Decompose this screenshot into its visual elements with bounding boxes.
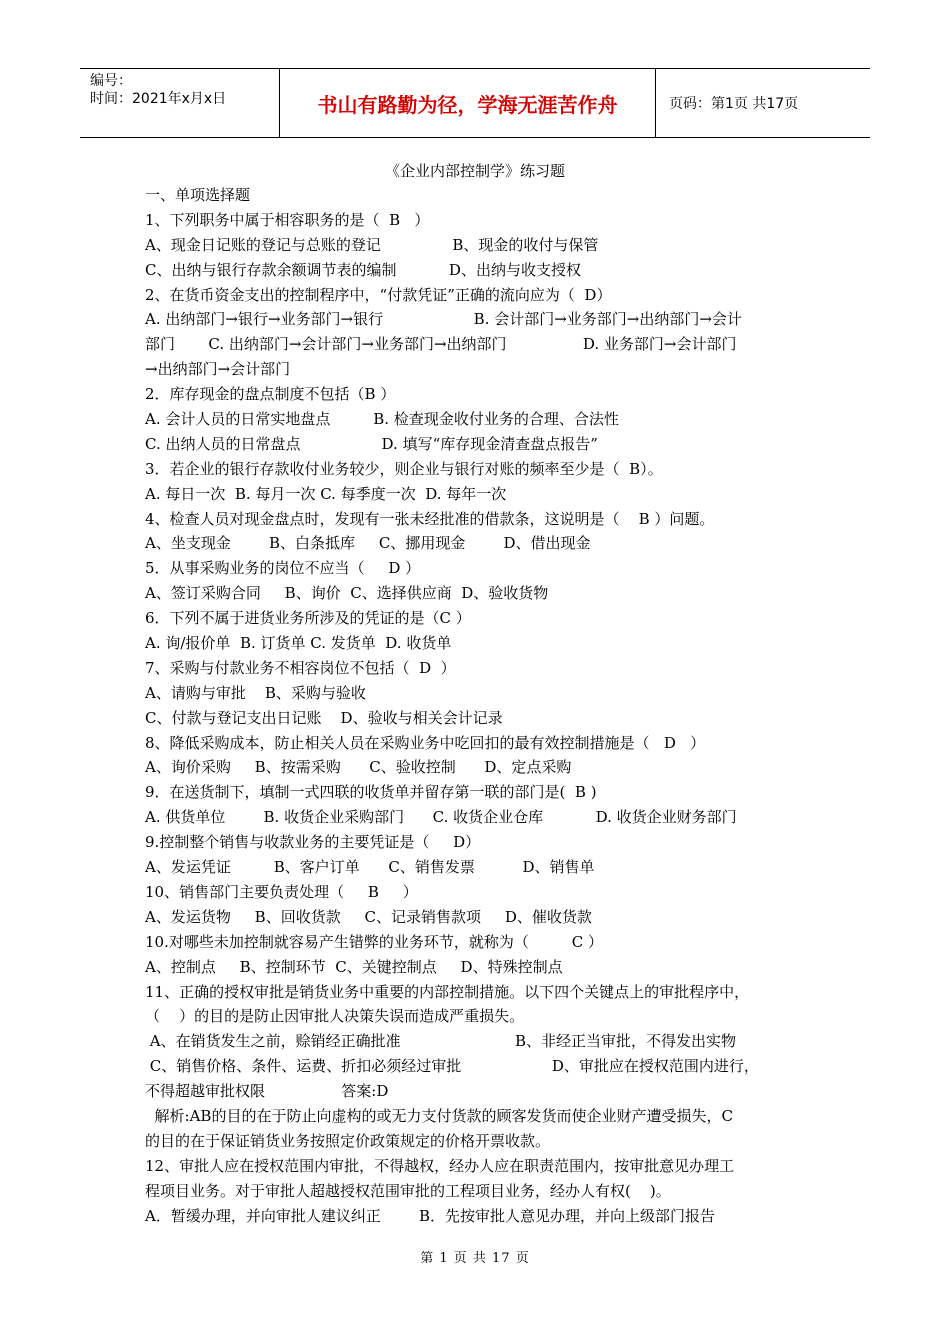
- number-label: 编号：: [90, 73, 132, 89]
- text-line: A、发运货物 B、回收货款 C、记录销售款项 D、催收货款: [145, 907, 592, 926]
- document-title: 《企业内部控制学》练习题: [384, 162, 565, 180]
- page-footer: 第 1 页 共 17 页: [420, 1251, 530, 1266]
- text-line: A．暂缓办理，并向审批人建议纠正 B．先按审批人意见办理，并向上级部门报告: [145, 1206, 716, 1225]
- text-line: A. 每日一次 B. 每月一次 C. 每季度一次 D. 每年一次: [145, 484, 507, 503]
- text-line: 2、在货币资金支出的控制程序中，“付款凭证”正确的流向应为（ D）: [145, 285, 612, 304]
- text-line: A、控制点 B、控制环节 C、关键控制点 D、特殊控制点: [145, 957, 563, 976]
- text-line: （ ）的目的是防止因审批人决策失误而造成严重损失。: [145, 1007, 525, 1026]
- text-line: 9.控制整个销售与收款业务的主要凭证是（ D）: [145, 833, 481, 852]
- text-line: A、发运凭证 B、客户订单 C、销售发票 D、销售单: [145, 858, 595, 877]
- text-line: 11、正确的授权审批是销货业务中重要的内部控制措施。以下四个关键点上的审批程序中，: [145, 982, 750, 1001]
- text-line: →出纳部门→会计部门: [145, 360, 291, 379]
- text-line: A. 出纳部门→银行→业务部门→银行 B. 会计部门→业务部门→出纳部门→会计: [145, 310, 742, 329]
- text-line: 解析:AB的目的在于防止向虚构的或无力支付货款的顾客发货而使企业财产遭受损失，C: [145, 1106, 733, 1125]
- text-line: A、坐支现金 B、白条抵库 C、挪用现金 D、借出现金: [145, 534, 591, 553]
- text-line: A、签订采购合同 B、询价 C、选择供应商 D、验收货物: [145, 584, 549, 603]
- text-line: 9．在送货制下，填制一式四联的收货单并留存第一联的部门是( B ): [145, 783, 597, 802]
- header-motto: 书山有路勤为径，学海无涯苦作舟: [280, 69, 656, 137]
- text-line: 4、检查人员对现金盘点时，发现有一张未经批准的借款条，这说明是（ B ）问题。: [145, 509, 715, 528]
- text-line: 3．若企业的银行存款收付业务较少，则企业与银行对账的频率至少是（ B）。: [145, 459, 663, 478]
- text-line: 一、单项选择题: [145, 186, 251, 204]
- text-line: 不得超越审批权限 答案:D: [145, 1082, 389, 1101]
- text-line: 7、采购与付款业务不相容岗位不包括（ D ）: [145, 658, 456, 677]
- text-line: A、现金日记账的登记与总账的登记 B、现金的收付与保管: [145, 235, 599, 254]
- text-line: 部门 C. 出纳部门→会计部门→业务部门→出纳部门 D. 业务部门→会计部门: [145, 335, 737, 354]
- text-line: 程项目业务。对于审批人超越授权范围审批的工程项目业务，经办人有权( )。: [145, 1181, 671, 1200]
- document-header: [80, 68, 870, 138]
- text-line: C、付款与登记支出日记账 D、验收与相关会计记录: [145, 708, 503, 727]
- time-label: 时间：2021年x月x日: [90, 91, 227, 107]
- text-line: 8、降低采购成本，防止相关人员在采购业务中吃回扣的最有效控制措施是（ D ）: [145, 733, 706, 752]
- header-left-cell: [80, 69, 280, 137]
- text-line: C、销售价格、条件、运费、折扣必须经过审批 D、审批应在授权范围内进行，: [145, 1057, 759, 1076]
- text-line: A. 询/报价单 B. 订货单 C. 发货单 D. 收货单: [145, 634, 452, 653]
- text-line: C、出纳与银行存款余额调节表的编制 D、出纳与收支授权: [145, 260, 581, 279]
- text-line: 12、审批人应在授权范围内审批，不得越权，经办人应在职责范围内，按审批意见办理工: [145, 1156, 735, 1175]
- text-line: 1、下列职务中属于相容职务的是（ B ）: [145, 210, 430, 229]
- text-line: 2．库存现金的盘点制度不包括（B ）: [145, 385, 396, 404]
- text-line: 5．从事采购业务的岗位不应当（ D ）: [145, 559, 421, 578]
- text-line: A、请购与审批 B、采购与验收: [145, 683, 366, 702]
- text-line: C. 出纳人员的日常盘点 D. 填写“库存现金清查盘点报告”: [145, 434, 598, 453]
- text-line: A、询价采购 B、按需采购 C、验收控制 D、定点采购: [145, 758, 572, 777]
- text-line: 6．下列不属于进货业务所涉及的凭证的是（C ）: [145, 609, 471, 628]
- text-line: A、在销货发生之前，赊销经正确批准 B、非经正当审批，不得发出实物: [145, 1032, 737, 1051]
- text-line: 的目的在于保证销货业务按照定价政策规定的价格开票收款。: [145, 1131, 551, 1150]
- text-line: A. 供货单位 B. 收货企业采购部门 C. 收货企业仓库 D. 收货企业财务部门: [145, 808, 737, 827]
- header-page-info: 页码：第1页 共17页: [669, 96, 799, 112]
- document-body: [145, 183, 815, 1228]
- text-line: 10.对哪些未加控制就容易产生错弊的业务环节，就称为（ C ）: [145, 932, 604, 951]
- text-line: 10、销售部门主要负责处理（ B ）: [145, 882, 418, 901]
- text-line: A. 会计人员的日常实地盘点 B. 检查现金收付业务的合理、合法性: [145, 410, 619, 429]
